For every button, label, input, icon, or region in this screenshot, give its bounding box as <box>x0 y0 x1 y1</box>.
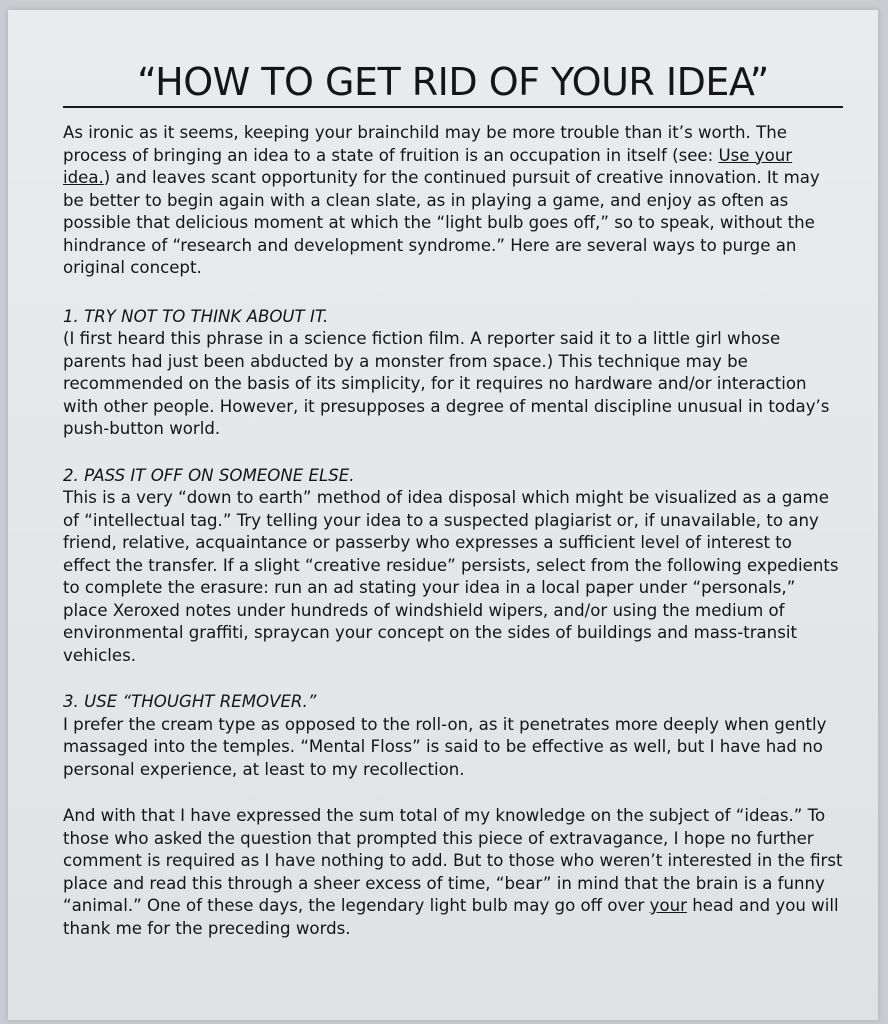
closing-text-end: head and you will thank me for the preceding words. <box>63 896 839 938</box>
closing-text-start: And with that I have expressed the sum total of my knowledge on the subject of “ideas.” To those who asked the question that prompted this piece of extravagance, I hope no further comment is required as I have nothing to add. But to those who weren’t interested in the first place and read this through a sheer excess of time, “bear” in mind that the brain is a funny “animal.” One of these days, the legendary light bulb may go off over <box>63 806 843 915</box>
section-body: I prefer the cream type as opposed to the roll-on, as it penetrates more deeply when gently massaged into the temples. “Mental Floss” is said to be effective as well, but I have had no personal experience, at least to my recollection. <box>63 714 827 779</box>
paper-sheet <box>8 10 878 1020</box>
closing-paragraph <box>63 805 843 940</box>
section-thought-remover <box>63 691 843 781</box>
document-body <box>63 60 843 940</box>
use-your-idea-reference: Use your idea. <box>63 145 793 187</box>
section-heading: 1. TRY NOT TO THINK ABOUT IT. <box>63 306 329 326</box>
section-try-not-to-think <box>63 306 843 441</box>
section-heading: 3. USE “THOUGHT REMOVER.” <box>63 692 317 711</box>
intro-text-start: As ironic as it seems, keeping your brainchild may be more trouble than it’s worth. The process of bringing an idea to a state of fruition is an occupation in itself (see: <box>63 123 787 165</box>
intro-text-end: ) and leaves scant opportunity for the continued pursuit of creative innovation. It may be better to begin again with a clean slate, as in playing a game, and enjoy as often as possible that delicious moment at which the “light bulb goes off,” so to speak, without the hindrance of “research and development syndrome.” Here are several ways to purge an original concept. <box>63 168 820 277</box>
intro-paragraph <box>63 122 843 280</box>
section-body: (I first heard this phrase in a science fiction film. A reporter said it to a little girl whose parents had just been abducted by a monster from space.) This technique may be recommended on the basis of its simplicity, for it requires no hardware and/or interaction with other people. However, it presupposes a degree of mental discipline unusual in today’s push-button world. <box>63 329 830 438</box>
section-pass-it-off <box>63 465 843 668</box>
section-heading: 2. PASS IT OFF ON SOMEONE ELSE. <box>63 465 355 485</box>
title-underline <box>63 106 843 108</box>
section-body: This is a very “down to earth” method of idea disposal which might be visualized as a game of “intellectual tag.” Try telling your idea to a suspected plagiarist or, if unavailable, to any friend, relative, acquaintance or passerby who expresses a sufficient level of interest to effect the transfer. If a slight “creative residue” persists, select from the following expedients to complete the erasure: run an ad stating your idea in a local paper under “personals,” place Xeroxed notes under hundreds of windshield wipers, and/or using the medium of environmental graffiti, spraycan your concept on the sides of buildings and mass-transit vehicles. <box>63 488 839 665</box>
your-emphasis: your <box>649 896 687 915</box>
document-title: “HOW TO GET RID OF YOUR IDEA” <box>137 60 769 104</box>
